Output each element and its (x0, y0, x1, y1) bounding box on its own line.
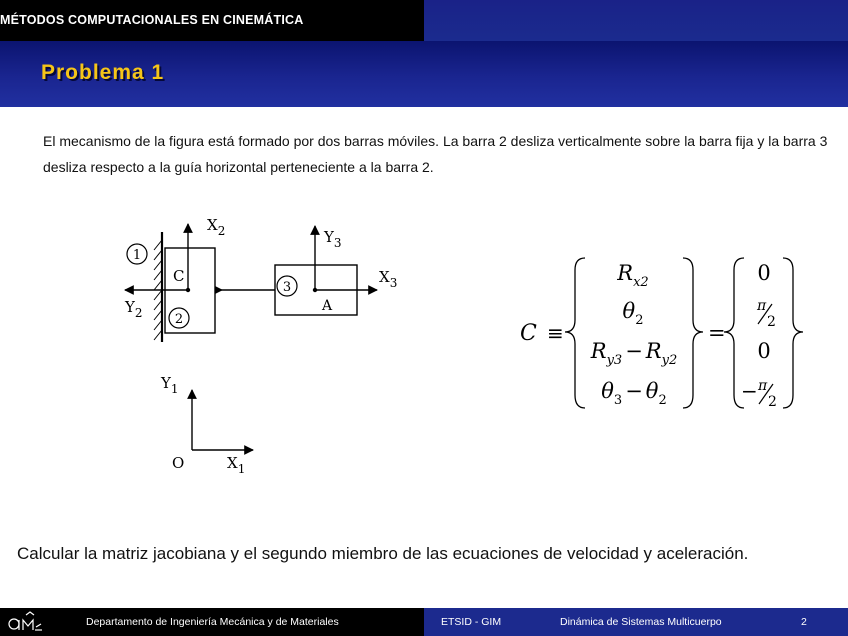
top-bar (0, 0, 848, 41)
title-banner (0, 41, 848, 107)
row-2-expression: $\theta_2$ (622, 299, 644, 328)
svg-text:2: 2 (768, 394, 777, 410)
constraint-equation (515, 250, 815, 420)
svg-text:π: π (758, 378, 768, 394)
origin-label: O (172, 454, 185, 472)
value-row-2 (756, 298, 776, 330)
svg-text:−: − (741, 379, 758, 403)
problem-title: Problema 1 (41, 61, 165, 84)
footer-page-number: 2 (801, 616, 807, 628)
point-c-label: C (173, 267, 185, 285)
x3-label: $X_3$ (379, 268, 398, 290)
point-a-label: A (322, 298, 333, 314)
svg-text:π: π (757, 298, 767, 314)
top-bar-accent (424, 0, 848, 41)
y1-label: $Y_1$ (161, 374, 179, 396)
gim-logo-icon (6, 610, 46, 634)
right-brace (683, 258, 703, 408)
problem-statement: El mecanismo de la figura está formado por dos barras móviles. La barra 2 desliza verticalmente sobre la barra fija y la barra 3 desliza respecto a la guía horizontal perteneciente a la barra 2. (43, 133, 828, 175)
right-brace-rhs (783, 258, 803, 408)
x1-label: $X_1$ (227, 454, 246, 476)
footer-department: Departamento de Ingeniería Mecánica y de Materiales (86, 616, 339, 628)
point-c-dot (186, 288, 190, 292)
footer-bar (0, 608, 848, 636)
task-question: Calcular la matriz jacobiana y el segundo miembro de las ecuaciones de velocidad y aceleración. (17, 544, 749, 563)
row-3-expression: $R_{y3} - R_{y2}$ (590, 339, 678, 368)
body-1-label: 1 (132, 248, 142, 263)
svg-text:2: 2 (767, 314, 776, 330)
y3-label: $Y_3$ (324, 228, 342, 250)
value-row-4 (741, 378, 777, 410)
equiv-symbol: ≡ (547, 321, 564, 345)
equation-lhs: C (520, 321, 537, 346)
left-brace (565, 258, 585, 408)
footer-school: ETSID - GIM (441, 616, 502, 628)
value-row-3: 0 (757, 339, 771, 363)
y2-label: $Y_2$ (125, 298, 143, 320)
mechanism-diagram (115, 210, 415, 490)
x2-label: $X_2$ (207, 216, 226, 238)
point-a-dot (313, 288, 317, 292)
body-2-label: 2 (174, 312, 184, 327)
body-3-label: 3 (282, 280, 292, 295)
row-1-expression: $R_{x2}$ (617, 261, 649, 290)
value-row-1: 0 (757, 261, 771, 285)
guide-arrowhead (215, 286, 223, 294)
footer-subject: Dinámica de Sistemas Multicuerpo (560, 616, 722, 628)
row-4-expression: $\theta_3 - \theta_2$ (601, 379, 667, 408)
equals-symbol: = (708, 321, 726, 345)
course-title: MÉTODOS COMPUTACIONALES EN CINEMÁTICA (0, 13, 304, 27)
